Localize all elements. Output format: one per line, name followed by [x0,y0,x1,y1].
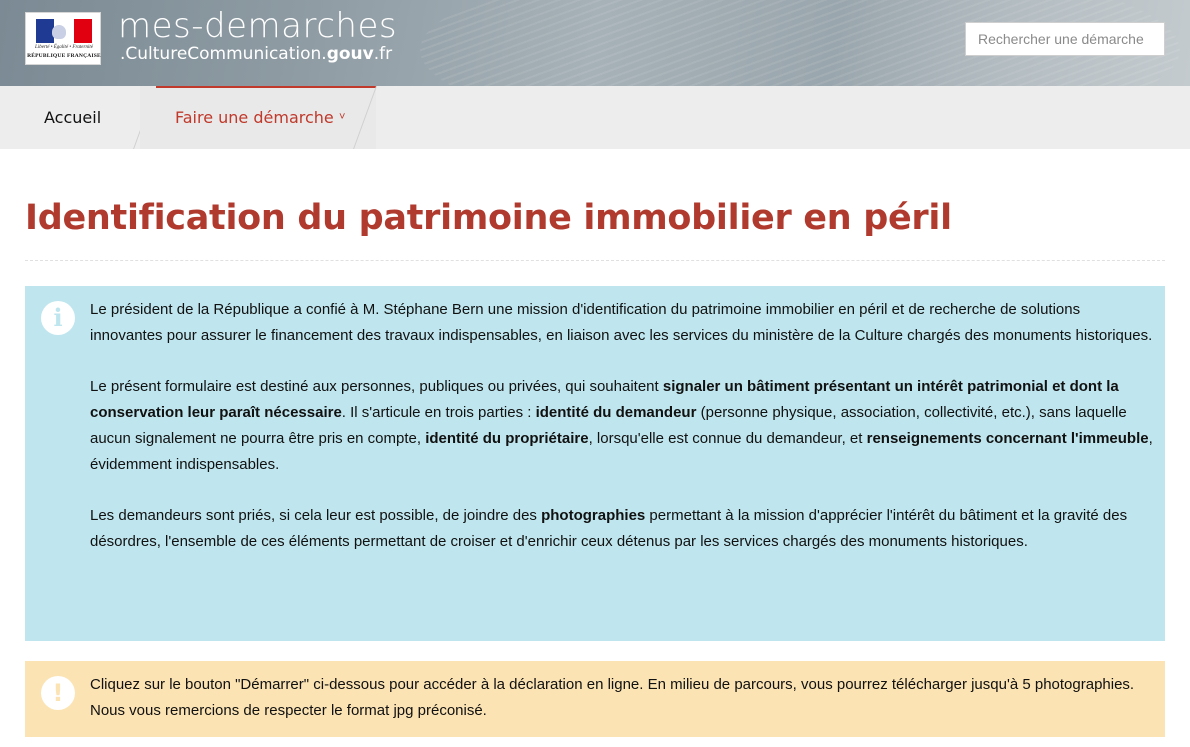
title-divider [25,260,1165,261]
warning-alert [25,661,1165,737]
nav-item-faire-une-demarche[interactable] [140,86,376,149]
logo-motto: Liberté • Égalité • Fraternité [35,45,93,50]
main-nav [0,86,1190,149]
info-icon: i [41,301,75,335]
site-brand[interactable] [118,8,397,64]
info-emphasis: identité du propriétaire [425,429,589,447]
info-text-segment: Le président de la République a confié à M. Stéphane Bern une mission d'identification du patrimoine immobilier en péril et de recherche de solutions innovantes pour assurer le financement des travaux indispensables, en liaison avec les services du ministère de la Culture chargés des monuments historiques. [90,301,1153,344]
info-paragraph [90,503,1155,555]
info-emphasis: photographies [541,507,646,525]
tricolor-flag-icon [36,19,92,43]
info-emphasis: identité du demandeur [535,404,697,422]
page-title: Identification du patrimoine immobilier en péril [25,198,952,238]
brand-sub: .CultureCommunication.gouv.fr [120,44,393,64]
info-text-segment: Les demandeurs sont priés, si cela leur est possible, de joindre des [90,507,542,525]
info-paragraph [90,374,1155,477]
site-header [0,0,1190,86]
brand-main: mes-demarches [118,6,398,46]
info-alert [25,286,1165,641]
info-text [90,297,1155,555]
info-text-segment: Le présent formulaire est destiné aux personnes, publiques ou privées, qui souhaitent [90,378,663,396]
info-text-segment: , lorsqu'elle est connue du demandeur, et [588,429,867,447]
exclamation-icon: ! [41,676,75,710]
republique-francaise-logo[interactable] [25,12,101,65]
info-text-segment: . Il s'articule en trois parties : [341,404,536,422]
info-text-segment: (personne physique, association, collectivité, etc.), sans laquelle aucun signalement ne pourra être pris en compte, [90,404,1127,447]
info-emphasis: renseignements concernant l'immeuble [866,429,1149,447]
warning-text: Cliquez sur le bouton "Démarrer" ci-dessous pour accéder à la déclaration en ligne. En milieu de parcours, vous pourrez télécharger jusqu'à 5 photographies. Nous vous remercions de respecter le format jpg préconisé. [90,676,1135,719]
chevron-down-icon: ˅ [339,111,346,123]
nav-item-label: Faire une démarche [175,108,334,127]
search-input[interactable] [965,22,1165,56]
info-text-segment: permettant à la mission d'apprécier l'intérêt du bâtiment et la gravité des désordres, l'ensemble de ces éléments permettant de croiser et d'enrichir ceux détenus par les services chargés des monuments historiques. [90,507,1128,551]
marianne-icon [52,25,66,39]
nav-item-accueil[interactable]: Accueil [44,108,102,127]
info-paragraph [90,297,1155,349]
info-text-segment: , évidemment indispensables. [90,429,1153,473]
logo-country: RÉPUBLIQUE FRANÇAISE [27,53,101,59]
info-emphasis: signaler un bâtiment présentant un intérêt patrimonial et dont la conservation leur paraît nécessaire [90,378,1119,422]
